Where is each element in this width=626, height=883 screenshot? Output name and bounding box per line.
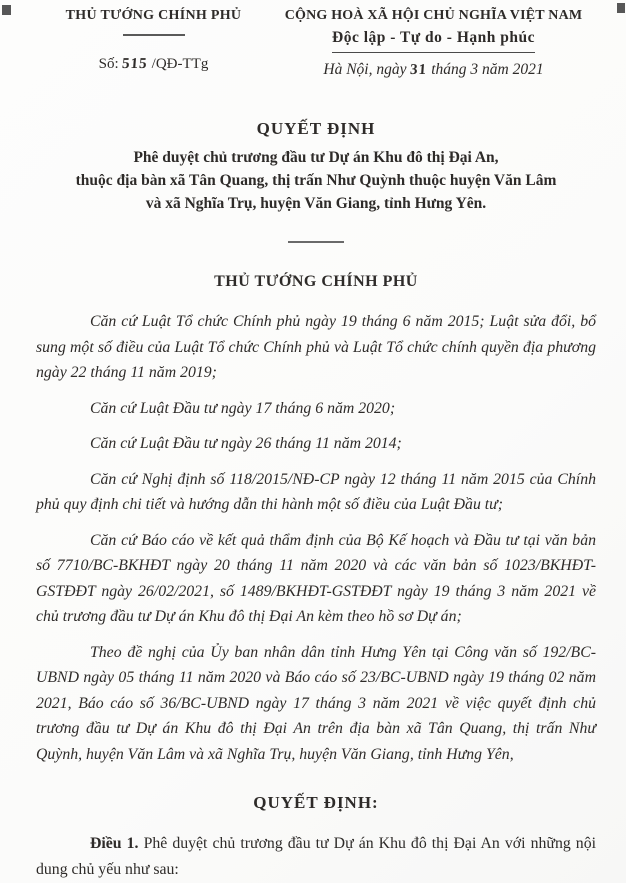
document-header	[36, 8, 596, 79]
document-number-suffix: /QĐ-TTg	[151, 56, 209, 72]
dateline-day-value: 31	[409, 62, 428, 78]
national-header-block	[271, 8, 596, 79]
article-1-label: Điều 1.	[90, 835, 139, 852]
dateline-suffix: tháng 3 năm 2021	[431, 61, 544, 78]
decision-heading: QUYẾT ĐỊNH:	[253, 793, 379, 812]
document-subtitle-line2: thuộc địa bàn xã Tân Quang, thị trấn Như Quỳnh thuộc huyện Văn Lâm	[75, 172, 557, 189]
scan-artifact-top-left	[2, 5, 11, 15]
document-number-label: Số:	[98, 56, 119, 72]
recital-paragraph: Theo đề nghị của Ủy ban nhân dân tỉnh Hưng Yên tại Công văn số 192/BC-UBND ngày 05 tháng 11 năm 2020 và Báo cáo số 23/BC-UBND ngày 19 tháng 02 năm 2021, Báo cáo số 36/BC-UBND ngày 17 tháng 3 năm 2021 về việc quyết định chủ trương đầu tư Dự án Khu đô thị Đại An trên địa bàn xã Tân Quang, thị trấn Như Quỳnh, huyện Văn Lâm và xã Nghĩa Trụ, huyện Văn Giang, tỉnh Hưng Yên,	[36, 643, 596, 763]
issuing-authority-block	[36, 8, 271, 73]
recital-paragraph: Căn cứ Luật Đầu tư ngày 17 tháng 6 năm 2020;	[90, 399, 396, 417]
deciding-authority-heading: THỦ TƯỚNG CHÍNH PHỦ	[214, 273, 418, 290]
title-separator-line	[288, 241, 344, 243]
recital-paragraph: Căn cứ Báo cáo về kết quả thẩm định của Bộ Kế hoạch và Đầu tư tại văn bản số 7710/BC-BKHĐT ngày 20 tháng 11 năm 2020 và các văn bản số 1023/BKHĐT-GSTĐĐT ngày 26/02/2021, số 1489/BKHĐT-GSTĐĐT ngày 19 tháng 3 năm 2021 về chủ trương đầu tư Dự án Khu đô thị Đại An kèm theo hồ sơ Dự án;	[36, 531, 596, 625]
document-title-block	[36, 119, 596, 243]
issuing-authority-underline	[123, 34, 185, 36]
document-title: QUYẾT ĐỊNH	[256, 119, 376, 138]
article-1-paragraph	[36, 831, 596, 883]
recital-paragraph: Căn cứ Luật Tổ chức Chính phủ ngày 19 tháng 6 năm 2015; Luật sửa đổi, bổ sung một số điều của Luật Tổ chức Chính phủ và Luật Tổ chức chính quyền địa phương ngày 22 tháng 11 năm 2019;	[36, 313, 596, 381]
national-motto: Độc lập - Tự do - Hạnh phúc	[332, 29, 535, 53]
document-number	[36, 56, 271, 73]
scan-artifact-top-right	[617, 3, 625, 13]
recital-paragraph: Căn cứ Nghị định số 118/2015/NĐ-CP ngày 12 tháng 11 năm 2015 của Chính phủ quy định chi tiết và hướng dẫn thi hành một số điều của Luật Đầu tư;	[36, 470, 596, 513]
national-name: CỘNG HOÀ XÃ HỘI CHỦ NGHĨA VIỆT NAM	[284, 8, 583, 23]
issuing-authority-name: THỦ TƯỚNG CHÍNH PHỦ	[65, 8, 242, 23]
recital-paragraph: Căn cứ Luật Đầu tư ngày 26 tháng 11 năm 2014;	[90, 435, 402, 452]
recitals-section	[36, 309, 596, 767]
document-subtitle	[36, 146, 596, 215]
document-subtitle-line3: và xã Nghĩa Trụ, huyện Văn Giang, tỉnh Hưng Yên.	[145, 195, 487, 212]
article-1-text: Phê duyệt chủ trương đầu tư Dự án Khu đô thị Đại An với những nội dung chủ yếu như sau:	[36, 835, 596, 878]
place-dateline	[271, 61, 596, 79]
document-subtitle-line1: Phê duyệt chủ trương đầu tư Dự án Khu đô thị Đại An,	[133, 149, 499, 166]
dateline-place-prefix: Hà Nội, ngày	[323, 61, 407, 78]
document-number-value: 515	[121, 56, 149, 72]
